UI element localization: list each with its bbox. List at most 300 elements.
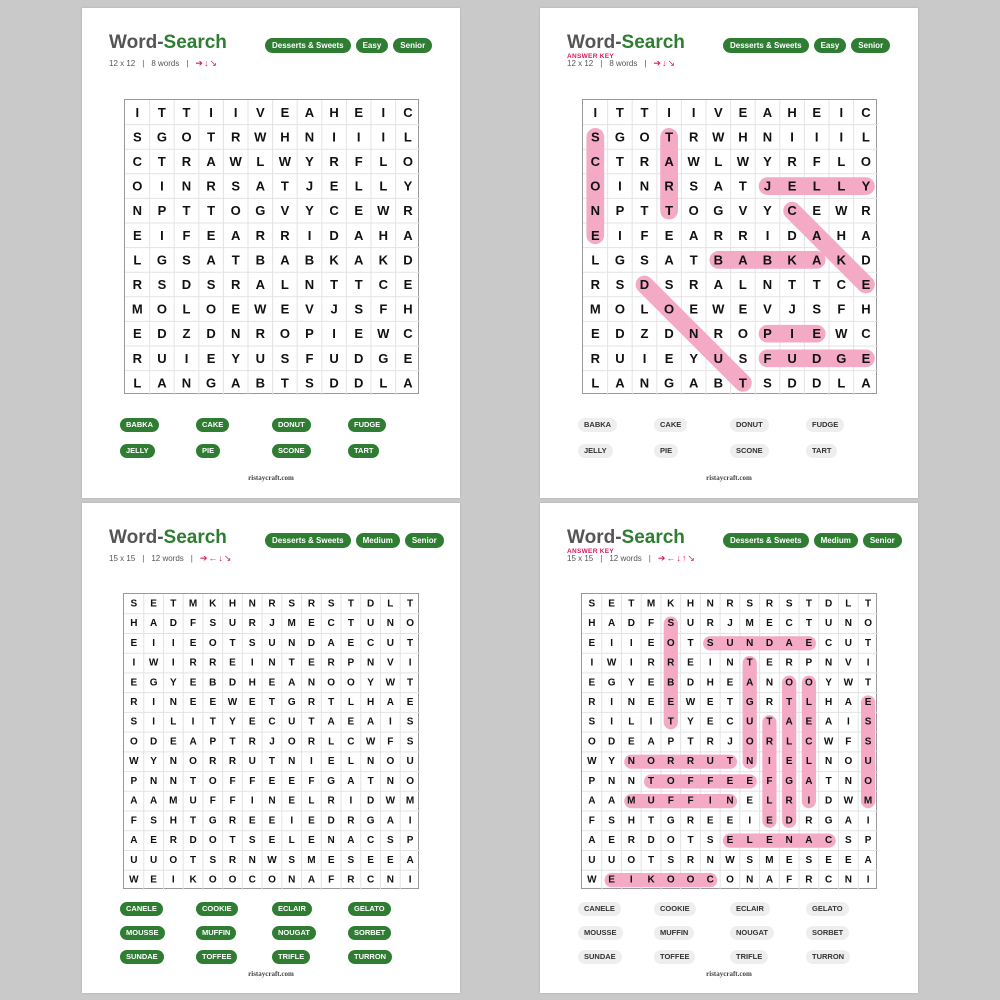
grid-letter: N [386,775,394,787]
grid-letter: R [861,203,871,219]
grid-letter: I [332,326,336,342]
grid-letter: E [206,350,216,366]
grid-letter: A [844,697,852,709]
grid-letter: E [130,637,138,649]
grid-letter: E [812,326,822,342]
grid-letter: I [866,657,870,669]
grid-letter: L [738,277,747,292]
word-chip: PIE [196,444,220,458]
grid-letter: I [209,104,213,120]
grid-letter: T [687,835,694,847]
grid-letter: R [686,756,695,768]
grid-letter: I [250,795,254,807]
grid-letter: A [231,375,241,391]
grid-letter: R [787,154,797,169]
grid-letter: W [385,677,396,689]
grid-letter: E [608,598,615,610]
grid-letter: A [746,677,754,689]
grid-letter: P [805,657,813,669]
grid-letter: A [367,716,375,728]
grid-letter: I [152,716,155,728]
grid-letter: K [329,252,339,268]
grid-letter: A [615,375,625,391]
grid-letter: T [268,697,276,709]
grid-letter: A [280,252,290,268]
grid-letter: R [132,277,142,292]
grid-letter: I [171,637,175,649]
grid-letter: S [248,637,256,649]
grid-size: 15 x 15 [567,554,594,563]
grid-letter: E [608,874,615,886]
grid-letter: C [403,326,413,342]
grid-letter: D [307,637,316,649]
grid-letter: P [209,736,217,748]
grid-letter: S [354,301,364,317]
grid-letter: L [379,154,388,169]
grid-letter: R [228,815,237,827]
grid-letter: T [865,598,872,610]
grid-letter: I [667,104,671,120]
grid-letter: T [280,375,289,391]
grid-letter: A [288,677,296,689]
grid-letter: I [708,657,712,669]
grid-letter: T [648,854,655,866]
grid-letter: G [614,129,625,145]
grid-letter: T [229,736,236,748]
grid-letter: W [278,154,292,169]
grid-letter: U [255,350,265,366]
grid-letter: A [255,277,265,292]
grid-letter: E [206,227,216,243]
grid-letter: T [231,252,240,268]
grid-letter: T [367,775,374,787]
grid-letter: N [367,756,375,768]
grid-letter: N [825,756,833,768]
grid-letter: E [706,697,714,709]
tag-group [265,533,444,548]
grid-letter: R [403,203,413,219]
grid-letter: E [132,227,142,243]
grid-letter: A [805,775,813,787]
grid-letter: O [664,301,675,317]
grid-letter: I [748,815,752,827]
grid-letter: G [206,375,217,391]
grid-letter: R [231,129,241,145]
grid-letter: L [280,277,289,292]
grid-letter: R [590,350,600,366]
grid-letter: R [327,657,335,669]
grid-letter: U [844,637,852,649]
grid-letter: O [688,203,699,219]
grid-letter: A [157,375,167,391]
grid-letter: F [308,775,315,787]
word-chip: SORBET [348,926,391,940]
grid-letter: A [738,252,748,268]
grid-letter: I [135,104,140,120]
grid-letter: N [304,129,315,145]
grid-letter: C [825,637,833,649]
grid-letter: W [587,756,597,768]
grid-letter: G [149,677,158,689]
grid-letter: T [746,657,753,669]
grid-letter: A [607,618,616,630]
grid-letter: I [152,697,155,709]
site-footer: ristaycraft.com [706,970,752,978]
grid-letter: T [207,129,216,145]
grid-letter: A [347,835,355,847]
grid-letter: O [647,756,655,768]
grid-letter: S [209,854,217,866]
grid-letter: I [152,637,155,649]
grid-letter: E [667,697,675,709]
direction-arrows-icon: ➔←↓↑↘ [657,553,696,563]
grid-letter: E [590,326,600,342]
grid-letter: R [785,657,793,669]
grid-letter: N [169,697,177,709]
grid-letter: K [647,874,655,886]
answer-highlight [664,616,678,729]
grid-letter: A [307,874,316,886]
grid-letter: P [864,835,872,847]
grid-letter: V [738,203,748,219]
grid-letter: B [304,252,315,268]
grid-letter: A [647,736,655,748]
grid-letter: S [248,835,256,847]
grid-letter: D [825,795,833,807]
grid-letter: D [861,252,871,268]
grid-letter: T [726,756,734,768]
grid-letter: Y [229,716,236,728]
word-chip: TOFFEE [196,950,237,964]
grid-letter: U [406,756,414,768]
grid-letter: T [268,756,276,768]
answer-highlight [624,755,737,769]
title-word-part: Word- [109,32,164,53]
grid-letter: E [132,326,142,342]
grid-letter: J [330,301,338,317]
grid-letter: E [308,657,315,669]
grid-letter: T [812,277,821,292]
grid-letter: O [406,618,414,630]
grid-letter: S [588,598,596,610]
grid-letter: E [664,350,674,366]
grid-letter: N [132,203,142,219]
grid-letter: I [839,104,844,120]
grid-letter: T [190,775,197,787]
answer-page-medium [540,503,918,993]
page-title [109,32,227,54]
grid-letter: S [288,854,296,866]
grid-letter: L [591,375,600,391]
grid-letter: W [587,874,597,886]
grid-letter: E [608,835,615,847]
grid-letter: U [288,716,296,728]
grid-letter: O [132,178,143,194]
word-chip: NOUGAT [730,926,774,940]
grid-letter: T [170,598,177,610]
grid-letter: U [268,637,276,649]
grid-letter: D [329,227,339,243]
grid-letter: E [189,677,197,689]
grid-letter: T [805,618,812,630]
grid-letter: C [378,277,388,292]
grid-letter: E [787,178,797,194]
grid-letter: G [287,697,296,709]
grid-letter: A [327,716,335,728]
grid-letter: I [807,795,811,807]
grid-letter: D [367,795,375,807]
grid-letter: I [629,657,633,669]
grid-letter: L [805,756,812,768]
grid-letter: T [648,815,655,827]
grid-letter: T [157,104,166,120]
grid-letter: R [209,756,217,768]
grid-letter: T [308,716,315,728]
grid-letter: E [403,350,413,366]
grid-letter: S [288,598,296,610]
grid-letter: I [310,756,313,768]
word-list [120,418,424,458]
grid-letter: W [254,301,267,317]
grid-letter: S [664,277,674,292]
grid-letter: A [664,154,674,169]
grid-letter: T [766,716,773,728]
grid-letter: R [130,697,138,709]
grid-letter: W [365,736,376,748]
grid-letter: N [607,775,616,787]
grid-letter: J [727,618,733,630]
grid-letter: A [130,835,138,847]
grid-letter: K [209,598,217,610]
grid-letter: R [255,227,265,243]
grid-letter: O [327,677,336,689]
grid-letter: L [786,736,793,748]
grid-letter: S [209,618,217,630]
grid-letter: C [268,716,276,728]
direction-arrows-icon: ➔↓↘ [195,58,219,68]
grid-letter: M [131,301,143,317]
grid-letter: A [825,716,833,728]
grid-letter: T [209,716,216,728]
word-chip: TOFFEE [654,950,695,964]
grid-letter: F [707,775,714,787]
grid-letter: I [768,756,771,768]
grid-letter: A [765,874,774,886]
grid-letter: D [157,326,167,342]
grid-letter: O [228,874,237,886]
grid-letter: O [386,756,395,768]
grid-letter: I [814,129,819,145]
grid-letter: B [762,252,773,268]
grid-letter: N [746,874,754,886]
grid-letter: D [787,375,797,391]
grid-letter: T [182,203,191,219]
grid-letter: N [169,775,177,787]
grid-letter: W [712,301,725,317]
grid-canvas [582,594,878,890]
grid-letter: F [379,301,388,317]
grid-letter: R [189,657,197,669]
grid-letter: I [866,815,870,827]
grid-letter: I [790,326,794,342]
grid-letter: A [304,104,315,120]
grid-letter: I [618,178,622,194]
grid-letter: M [589,301,601,317]
grid-letter: I [790,129,794,145]
puzzle-meta [109,58,218,69]
grid-letter: S [706,835,714,847]
grid-letter: D [329,375,339,391]
grid-letter: L [714,154,723,169]
grid-letter: S [706,637,714,649]
grid-letter: E [288,775,296,787]
grid-letter: T [330,277,339,292]
page-title [567,32,685,54]
grid-letter: S [615,277,625,292]
grid-letter: D [327,815,335,827]
word-chip: MOUSSE [578,926,623,940]
grid-letter: B [713,252,723,268]
grid-letter: W [229,154,242,169]
answer-key-label: ANSWER KEY [567,53,615,60]
grid-letter: T [288,657,295,669]
grid-letter: N [149,775,158,787]
grid-letter: E [588,677,596,689]
grid-letter: U [787,350,797,366]
grid-canvas [125,100,420,395]
grid-letter: N [304,277,315,292]
grid-letter: B [255,252,265,268]
grid-letter: O [189,756,197,768]
grid-letter: D [765,637,774,649]
tag-badge: Senior [393,38,432,53]
grid-letter: E [746,775,754,787]
grid-letter: E [687,657,694,669]
grid-letter: T [640,104,649,120]
grid-letter: W [835,326,848,342]
puzzle-meta [109,553,232,564]
grid-letter: N [746,637,754,649]
grid-letter: R [765,736,774,748]
grid-letter: C [367,835,375,847]
grid-letter: L [133,375,142,391]
grid-letter: T [738,178,747,194]
grid-letter: F [588,815,595,827]
grid-letter: S [387,835,394,847]
grid-letter: U [189,795,197,807]
grid-letter: L [170,716,177,728]
grid-letter: S [785,598,793,610]
grid-letter: A [713,277,723,292]
grid-letter: E [308,815,315,827]
grid-letter: K [787,252,797,268]
grid-letter: D [189,835,197,847]
grid-canvas [124,594,420,890]
grid-letter: H [130,618,138,630]
grid-letter: A [689,227,699,243]
page-title [567,527,685,549]
grid-letter: L [766,795,773,807]
grid-letter: R [280,227,290,243]
grid-letter: N [765,677,774,689]
grid-letter: R [805,874,813,886]
grid-letter: V [845,657,852,669]
grid-letter: N [288,756,296,768]
grid-letter: S [231,178,241,194]
grid-letter: C [825,835,833,847]
grid-letter: K [189,874,197,886]
grid-letter: T [182,104,191,120]
grid-letter: C [403,104,413,120]
grid-letter: R [228,756,237,768]
grid-letter: O [590,178,601,194]
grid-letter: W [606,657,617,669]
grid-letter: R [713,326,723,342]
grid-letter: A [689,375,699,391]
grid-letter: S [327,598,335,610]
word-chip: DONUT [730,418,769,432]
grid-letter: B [667,677,675,689]
grid-letter: Y [305,154,314,169]
grid-letter: O [666,874,675,886]
tag-badge: Desserts & Sweets [265,38,351,53]
word-chip: ECLAIR [272,902,312,916]
grid-letter: S [738,350,748,366]
grid-letter: I [290,815,294,827]
grid-letter: U [130,854,138,866]
grid-letter: I [356,129,361,145]
grid-letter: A [713,178,723,194]
grid-letter: N [689,326,699,342]
grid-letter: T [640,203,649,219]
grid-letter: O [639,129,650,145]
grid-letter: L [812,178,821,194]
grid-letter: O [805,677,813,689]
grid-letter: B [255,375,265,391]
grid-letter: I [171,874,175,886]
grid-letter: U [248,756,256,768]
grid-letter: H [627,815,635,827]
grid-letter: A [762,104,773,120]
grid-letter: S [206,277,216,292]
grid-letter: U [615,350,625,366]
grid-letter: R [765,598,774,610]
grid-letter: I [250,657,254,669]
grid-letter: A [386,815,394,827]
grid-letter: A [403,375,413,391]
site-footer: ristaycraft.com [248,474,294,482]
grid-letter: E [726,815,734,827]
grid-letter: H [403,301,413,317]
word-chip: TART [806,444,837,458]
grid-letter: E [347,716,355,728]
grid-letter: D [787,227,797,243]
divider: | [186,59,189,68]
grid-letter: S [182,252,191,268]
grid-letter: N [307,677,316,689]
grid-letter: N [726,795,734,807]
grid-letter: T [628,598,635,610]
grid-letter: R [667,657,675,669]
grid-letter: L [591,252,600,268]
grid-letter: I [160,178,164,194]
grid-letter: A [206,154,216,169]
grid-letter: I [332,129,336,145]
grid-letter: R [647,657,655,669]
grid-letter: C [327,618,335,630]
grid-letter: O [406,775,414,787]
grid-letter: S [640,252,649,268]
